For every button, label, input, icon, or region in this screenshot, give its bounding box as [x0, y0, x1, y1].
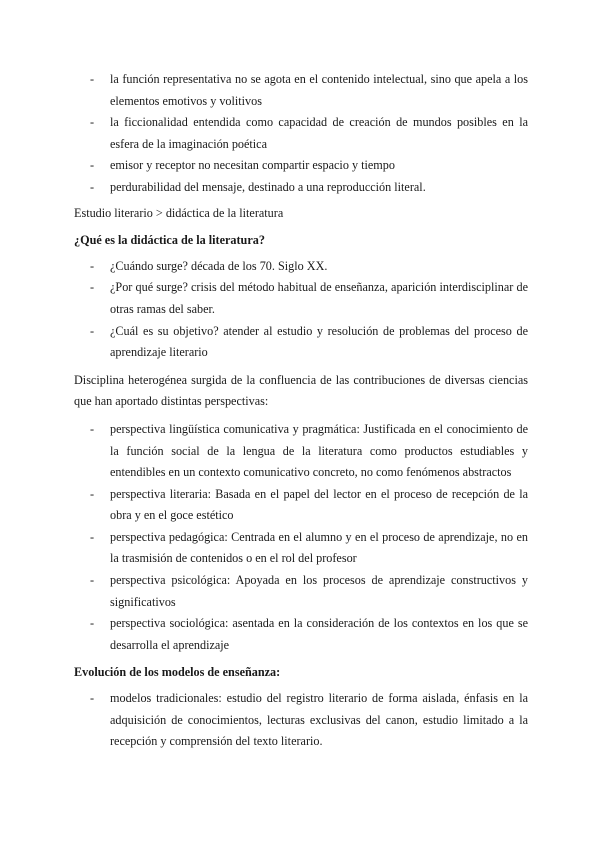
dash-bullet: - — [90, 115, 95, 130]
perspectivas-list — [74, 419, 528, 657]
list-item — [74, 177, 528, 199]
list-item — [74, 256, 528, 278]
list-item-text: ¿Cuál es su objetivo? atender al estudio y resolución de problemas del proceso de aprendizaje literario — [110, 323, 528, 360]
breadcrumb: Estudio literario > didáctica de la literatura — [74, 205, 284, 220]
list-item — [74, 112, 528, 155]
dash-bullet: - — [90, 179, 95, 194]
list-item-text: perspectiva sociológica: asentada en la consideración de los contextos en los que se desarrolla el aprendizaje — [110, 616, 528, 652]
list-item — [74, 155, 528, 177]
list-item-text: la función representativa no se agota en el contenido intelectual, sino que apela a los elementos emotivos y volitivos — [110, 72, 528, 108]
dash-bullet: - — [90, 486, 95, 501]
dash-bullet: - — [90, 280, 95, 295]
disciplina-paragraph: Disciplina heterogénea surgida de la confluencia de las contribuciones de diversas ciencias que han aportado distintas perspectivas: — [74, 372, 528, 409]
list-item — [74, 613, 528, 656]
section-heading-evolucion: Evolución de los modelos de enseñanza: — [74, 665, 281, 680]
dash-bullet: - — [90, 573, 95, 588]
document-body — [74, 69, 528, 753]
list-item — [74, 69, 528, 112]
list-item — [74, 688, 528, 753]
list-item-text: perspectiva lingüística comunicativa y pragmática: Justificada en el conocimiento de la función social de la lengua de la literatura como productos estudiables y entendibles en un contexto comunicativo concreto, no como fenómenos abstractos — [110, 421, 528, 480]
list-item — [74, 321, 528, 364]
list-item — [74, 527, 528, 570]
list-item-text: emisor y receptor no necesitan compartir espacio y tiempo — [110, 158, 395, 173]
dash-bullet: - — [90, 258, 95, 273]
dash-bullet: - — [90, 529, 95, 544]
dash-bullet: - — [90, 323, 95, 338]
list-item — [74, 570, 528, 613]
list-item-text: ¿Cuándo surge? década de los 70. Siglo XX. — [110, 258, 328, 273]
didactica-list — [74, 256, 528, 364]
list-item — [74, 484, 528, 527]
dash-bullet: - — [90, 421, 95, 436]
list-item-text: la ficcionalidad entendida como capacidad de creación de mundos posibles en la esfera de la imaginación poética — [110, 115, 528, 151]
dash-bullet: - — [90, 72, 95, 86]
list-item — [74, 277, 528, 320]
evolucion-list — [74, 688, 528, 753]
dash-bullet: - — [90, 616, 95, 631]
list-item-text: perdurabilidad del mensaje, destinado a una reproducción literal. — [110, 179, 426, 194]
list-item — [74, 419, 528, 484]
section-heading-didactica: ¿Qué es la didáctica de la literatura? — [74, 233, 265, 248]
dash-bullet: - — [90, 158, 95, 173]
list-item-text: modelos tradicionales: estudio del registro literario de forma aislada, énfasis en la adquisición de conocimientos, lecturas exclusivas del canon, estudio limitado a la recepción y comprensión del texto literario. — [110, 691, 528, 749]
intro-list — [74, 69, 528, 199]
list-item-text: perspectiva literaria: Basada en el papel del lector en el proceso de recepción de la obra y en el goce estético — [110, 486, 528, 523]
list-item-text: ¿Por qué surge? crisis del método habitual de enseñanza, aparición interdisciplinar de otras ramas del saber. — [110, 280, 528, 316]
list-item-text: perspectiva psicológica: Apoyada en los procesos de aprendizaje constructivos y significativos — [110, 573, 528, 609]
dash-bullet: - — [90, 691, 95, 706]
list-item-text: perspectiva pedagógica: Centrada en el alumno y en el proceso de aprendizaje, no en la trasmisión de contenidos o en el rol del profesor — [110, 529, 528, 566]
